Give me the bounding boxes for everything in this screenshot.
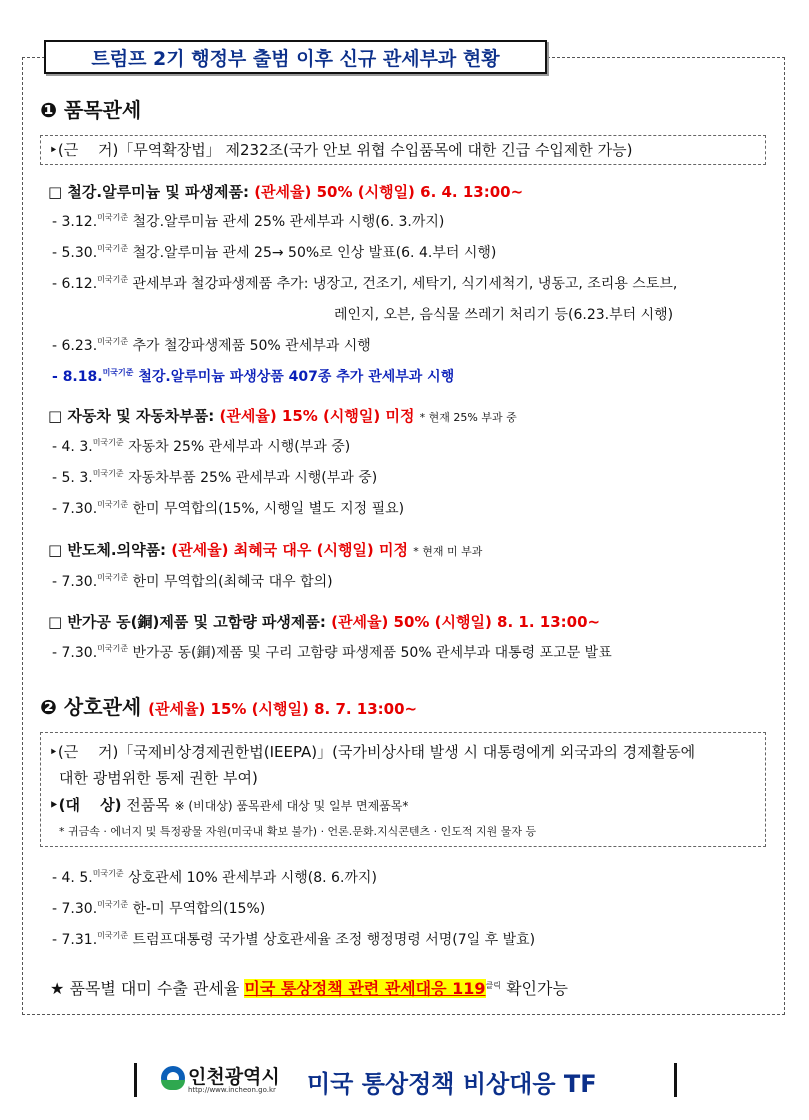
- item-date: 5. 3.: [61, 470, 93, 486]
- footnote-prefix: 품목별 대미 수출 관세율: [69, 979, 240, 998]
- item-date: 7.31.: [61, 932, 98, 948]
- dash: -: [52, 439, 58, 455]
- item-text: 한미 무역합의(최혜국 대우 합의): [132, 574, 333, 590]
- category-steel-aluminum: [48, 181, 523, 202]
- target-note: ※ (비대상) 품목관세 대상 및 일부 면제품목*: [174, 799, 409, 813]
- target-text: 전품목: [126, 796, 170, 814]
- item-date-basis: 미국기준: [97, 244, 129, 253]
- item-date-basis: 미국기준: [97, 500, 129, 509]
- dash: -: [52, 470, 58, 486]
- item-date: 6.12.: [61, 276, 98, 292]
- checkbox-symbol: □: [48, 407, 63, 425]
- target-label: ‣(대 상): [49, 796, 122, 814]
- star-icon: ★: [50, 979, 65, 998]
- item-date-basis: 미국기준: [97, 275, 129, 284]
- item-date: 7.30.: [61, 574, 98, 590]
- tariff-119-link[interactable]: 미국 통상정책 관련 관세대응 119: [244, 979, 486, 998]
- item-date-basis: 미국기준: [97, 337, 129, 346]
- section2-number: ❷: [40, 695, 57, 719]
- target-sub-note: * 귀금속 · 에너지 및 특정광물 자원(미국내 확보 불가) · 언론.문화.지식콘텐츠 · 인도적 지원 물자 등: [59, 825, 537, 838]
- item-text: 철강.알루미늄 파생상품 407종 추가 관세부과 시행: [138, 369, 455, 385]
- footnote-line: [50, 976, 568, 999]
- footer-divider-left: [134, 1063, 137, 1097]
- item-date-basis: 미국기준: [97, 213, 129, 222]
- category-name: 반가공 동(銅)제품 및 고함량 파생제품:: [67, 613, 326, 631]
- list-item: [52, 898, 265, 918]
- category-automobile: [48, 405, 517, 426]
- list-item: [52, 436, 350, 456]
- checkbox-symbol: □: [48, 541, 63, 559]
- item-date-basis: 미국기준: [97, 644, 129, 653]
- list-item-continuation: [334, 304, 673, 324]
- list-item: [52, 929, 535, 949]
- section2-target-line: [49, 794, 408, 815]
- dash: -: [52, 369, 58, 385]
- list-item: [52, 335, 371, 355]
- dash: -: [52, 870, 58, 886]
- list-item: [52, 273, 677, 293]
- category-copper: [48, 611, 600, 632]
- item-text: 철강.알루미늄 관세 25→ 50%로 인상 발표(6. 4.부터 시행): [132, 245, 497, 261]
- section1-basis-box: [40, 135, 766, 165]
- list-item: [52, 242, 496, 262]
- category-name: 철강.알루미늄 및 파생제품:: [67, 183, 249, 201]
- item-date-basis: 미국기준: [97, 573, 129, 582]
- item-date: 8.18.: [62, 369, 103, 385]
- item-text: 상호관세 10% 관세부과 시행(8. 6.까지): [128, 870, 377, 886]
- list-item: [52, 867, 377, 887]
- item-text: 한-미 무역합의(15%): [132, 901, 266, 917]
- list-item: [52, 498, 404, 518]
- list-item: [52, 211, 444, 231]
- item-date-basis: 미국기준: [97, 900, 129, 909]
- category-status: (관세율) 50% (시행일) 8. 1. 13:00~: [331, 613, 601, 631]
- incheon-logo-url: http://www.incheon.go.kr: [188, 1086, 276, 1094]
- checkbox-symbol: □: [48, 183, 63, 201]
- category-name: 자동차 및 자동차부품:: [67, 407, 215, 425]
- item-text: 반가공 동(銅)제품 및 구리 고함량 파생제품 50% 관세부과 대통령 포고문 발표: [132, 645, 612, 661]
- item-date: 4. 3.: [61, 439, 93, 455]
- section2-status: (관세율) 15% (시행일) 8. 7. 13:00~: [148, 700, 418, 718]
- page-title: [44, 40, 547, 74]
- list-item: [52, 642, 612, 662]
- incheon-logo-wave-icon: [161, 1080, 185, 1090]
- footnote-suffix: 확인가능: [506, 979, 568, 998]
- section2-basis-line2: 대한 광범위한 통제 권한 부여): [59, 769, 258, 787]
- item-date: 4. 5.: [61, 870, 93, 886]
- item-date-basis: 미국기준: [92, 438, 124, 447]
- page-title-text: 트럼프 2기 행정부 출범 이후 신규 관세부과 현황: [91, 47, 500, 70]
- section2-title: 상호관세: [63, 695, 142, 719]
- dash: -: [52, 338, 58, 354]
- footer-title: 미국 통상정책 비상대응 TF: [307, 1070, 597, 1098]
- list-item-highlight: [52, 366, 454, 386]
- section2-basis-line1: ‣(근 거)「국제비상경제권한법(IEEPA)」(국가비상사태 발생 시 대통령에게 외국과의 경제활동에: [49, 743, 696, 761]
- item-date-basis: 미국기준: [92, 469, 124, 478]
- item-text: 추가 철강파생제품 50% 관세부과 시행: [132, 338, 371, 354]
- item-date: 7.30.: [61, 645, 98, 661]
- item-date: 3.12.: [61, 214, 98, 230]
- category-name: 반도체.의약품:: [67, 541, 167, 559]
- section1-basis-text: ‣(근 거)「무역확장법」 제232조(국가 안보 위협 수입품목에 대한 긴급 수입제한 가능): [49, 141, 633, 159]
- category-note: * 현재 25% 부과 중: [419, 411, 517, 424]
- item-date: 6.23.: [61, 338, 98, 354]
- dash: -: [52, 245, 58, 261]
- dash: -: [52, 901, 58, 917]
- footer-divider-right: [674, 1063, 677, 1097]
- item-text: 자동차부품 25% 관세부과 시행(부과 중): [128, 470, 378, 486]
- item-date-basis: 미국기준: [92, 869, 124, 878]
- item-text: 레인지, 오븐, 음식물 쓰레기 처리기 등(6.23.부터 시행): [334, 307, 674, 323]
- item-text: 관세부과 철강파생제품 추가: 냉장고, 건조기, 세탁기, 식기세척기, 냉동고, 조리용 스토브,: [132, 276, 678, 292]
- dash: -: [52, 932, 58, 948]
- category-note: * 현재 미 부과: [413, 545, 483, 558]
- item-text: 한미 무역합의(15%, 시행일 별도 지정 필요): [132, 501, 405, 517]
- dash: -: [52, 574, 58, 590]
- dash: -: [52, 276, 58, 292]
- category-status: (관세율) 최혜국 대우 (시행일) 미정: [171, 541, 408, 559]
- item-date-basis: 미국기준: [102, 368, 134, 377]
- dash: -: [52, 501, 58, 517]
- category-semiconductor-pharma: [48, 539, 482, 560]
- item-text: 트럼프대통령 국가별 상호관세율 조정 행정명령 서명(7일 후 발효): [132, 932, 536, 948]
- item-date: 5.30.: [61, 245, 98, 261]
- category-status: (관세율) 15% (시행일) 미정: [219, 407, 415, 425]
- section2-heading: [40, 691, 417, 720]
- section1-title: 품목관세: [63, 98, 142, 122]
- incheon-logo-text: 인천광역시: [188, 1066, 280, 1088]
- dash: -: [52, 214, 58, 230]
- list-item: [52, 571, 333, 591]
- category-status: (관세율) 50% (시행일) 6. 4. 13:00~: [254, 183, 524, 201]
- item-text: 철강.알루미늄 관세 25% 관세부과 시행(6. 3.까지): [132, 214, 445, 230]
- section1-number: ❶: [40, 98, 57, 122]
- section2-basis-box: [40, 732, 766, 847]
- item-date-basis: 미국기준: [97, 931, 129, 940]
- item-date: 7.30.: [61, 501, 98, 517]
- checkbox-symbol: □: [48, 613, 63, 631]
- dash: -: [52, 645, 58, 661]
- item-text: 자동차 25% 관세부과 시행(부과 중): [128, 439, 351, 455]
- item-date: 7.30.: [61, 901, 98, 917]
- list-item: [52, 467, 377, 487]
- click-label: 클릭: [485, 981, 501, 990]
- section1-heading: [40, 94, 141, 123]
